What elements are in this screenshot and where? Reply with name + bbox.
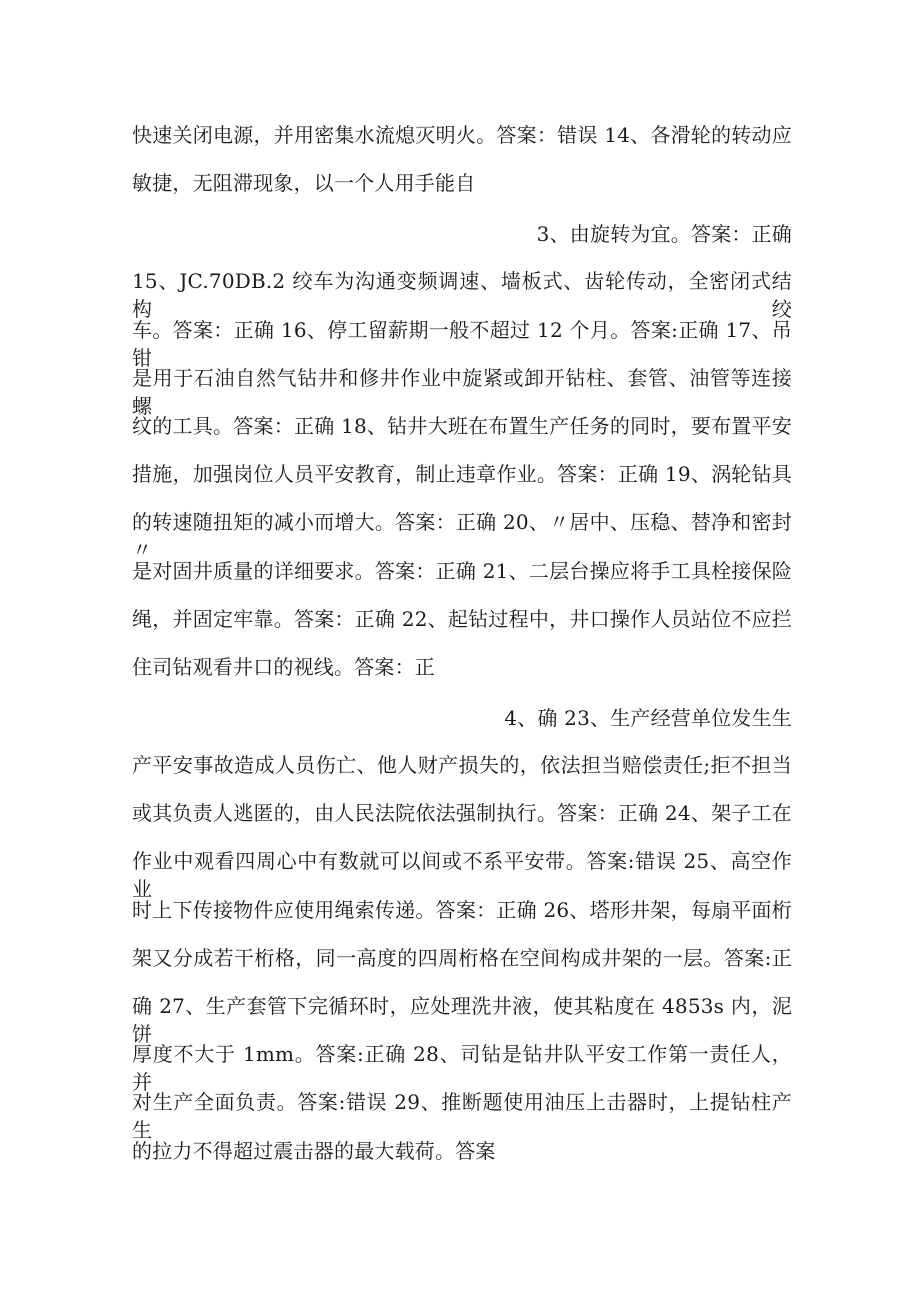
text-line-3: 3、由旋转为宜。答案：正确 — [536, 222, 792, 246]
text-line-15: 或其负责人逃匿的，由人民法院依法强制执行。答案：正确 24、架子工在 — [132, 801, 792, 825]
text-line-9: 的转速随扭矩的减小而增大。答案：正确 20、〃居中、压稳、替净和密封〃 — [132, 510, 792, 562]
text-line-12: 住司钻观看井口的视线。答案：正 — [132, 655, 435, 679]
text-line-10: 是对固井质量的详细要求。答案：正确 21、二层台操应将手工具栓接保险 — [132, 559, 792, 583]
text-line-5: 车。答案：正确 16、停工留薪期一般不超过 12 个月。答案:正确 17、吊钳 — [132, 318, 792, 370]
text-line-2: 敏捷，无阻滞现象，以一个人用手能自 — [132, 171, 476, 195]
text-line-11: 绳，并固定牢靠。答案：正确 22、起钻过程中，井口操作人员站位不应拦 — [132, 607, 792, 631]
text-line-13: 4、确 23、生产经营单位发生生 — [504, 706, 792, 730]
text-line-7: 纹的工具。答案：正确 18、钻井大班在布置生产任务的同时，要布置平安 — [132, 414, 792, 438]
text-line-4: 15、JC.70DB.2 绞车为沟通变频调速、墙板式、齿轮传动，全密闭式结构绞 — [132, 269, 792, 321]
text-line-17: 时上下传接物件应使用绳索传递。答案：正确 26、塔形井架，每扇平面桁 — [132, 898, 792, 922]
text-line-14: 产平安事故造成人员伤亡、他人财产损失的，依法担当赔偿责任;拒不担当 — [132, 753, 792, 777]
text-line-6: 是用于石油自然气钻井和修井作业中旋紧或卸开钻柱、套管、油管等连接螺 — [132, 366, 792, 418]
text-line-22: 的拉力不得超过震击器的最大载荷。答案 — [132, 1139, 496, 1163]
text-line-18: 架又分成若干桁格，同一高度的四周桁格在空间构成井架的一层。答案:正 — [132, 946, 792, 970]
text-line-20: 厚度不大于 1mm。答案:正确 28、司钻是钻井队平安工作第一责任人，并 — [132, 1042, 792, 1094]
text-line-21: 对生产全面负责。答案:错误 29、推断题使用油压上击器时，上提钻柱产生 — [132, 1090, 792, 1142]
text-line-16: 作业中观看四周心中有数就可以间或不系平安带。答案:错误 25、高空作业 — [132, 849, 792, 901]
text-line-19: 确 27、生产套管下完循环时，应处理洗井液，使其粘度在 4853s 内，泥饼 — [132, 994, 792, 1046]
text-line-1: 快速关闭电源，并用密集水流熄灭明火。答案：错误 14、各滑轮的转动应 — [132, 123, 792, 147]
text-line-8: 措施，加强岗位人员平安教育，制止违章作业。答案：正确 19、涡轮钻具 — [132, 462, 792, 486]
